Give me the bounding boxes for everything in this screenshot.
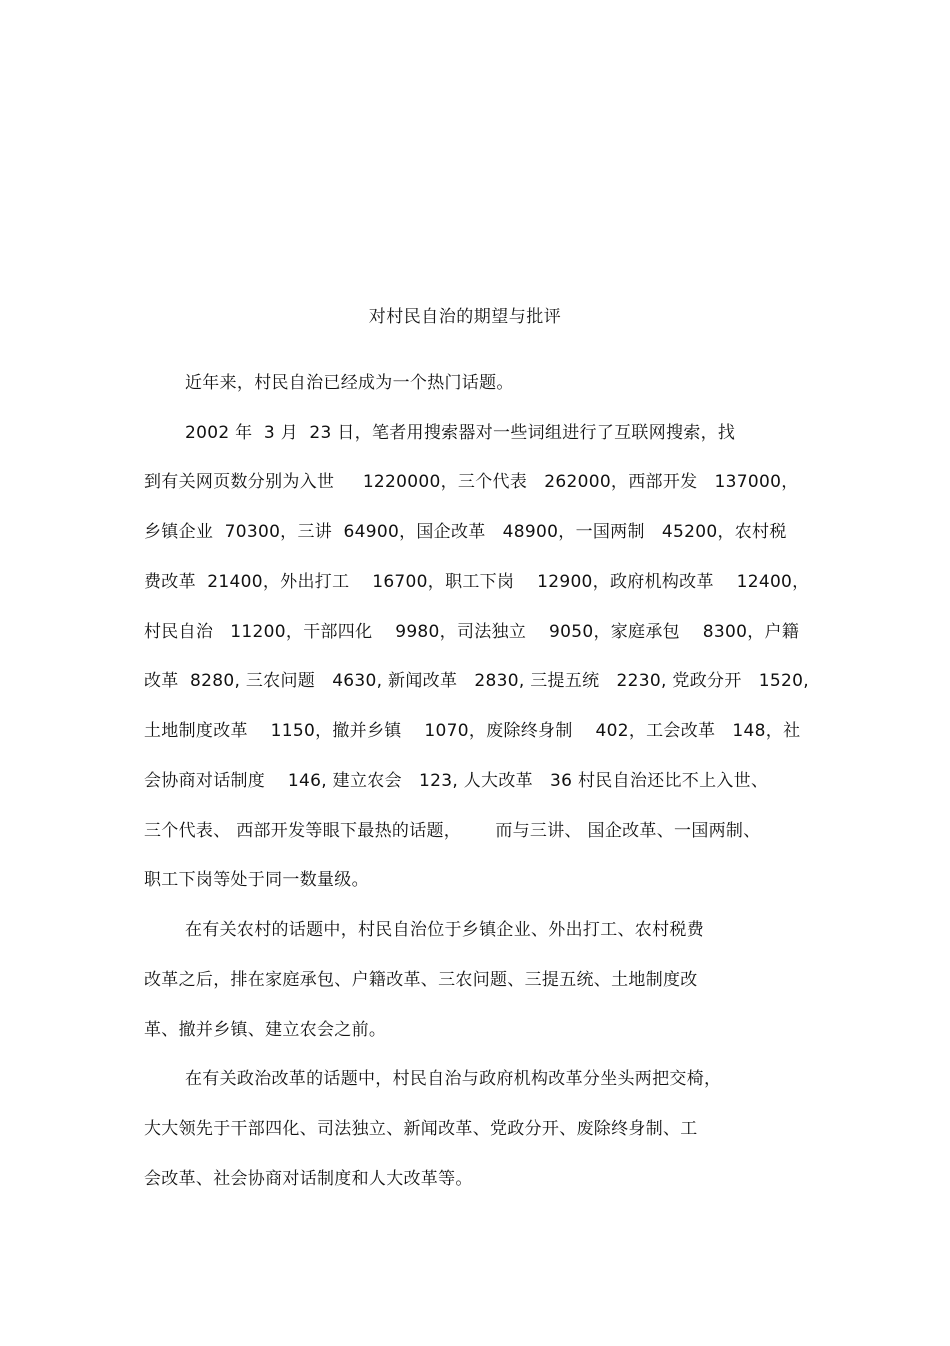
paragraph-2-line-8: 会协商对话制度 146, 建立农会 123, 人大改革 36 村民自治还比不上入世、 xyxy=(144,771,769,791)
paragraph-3-line-3: 革、撤并乡镇、建立农会之前。 xyxy=(144,1020,387,1040)
paragraph-4-line-3: 会改革、社会协商对话制度和人大改革等。 xyxy=(144,1169,473,1189)
paragraph-2-line-9: 三个代表、 西部开发等眼下最热的话题， 而与三讲、 国企改革、一国两制、 xyxy=(144,821,761,841)
paragraph-2-line-5: 村民自治 11200，干部四化 9980，司法独立 9050，家庭承包 8300，户籍 xyxy=(144,622,800,642)
paragraph-2-line-6: 改革 8280, 三农问题 4630, 新闻改革 2830, 三提五统 2230, 党政分开 1520, xyxy=(144,671,809,691)
document-title: 对村民自治的期望与批评 xyxy=(368,307,562,327)
paragraph-2-line-4: 费改革 21400，外出打工 16700，职工下岗 12900，政府机构改革 12400， xyxy=(144,572,810,592)
paragraph-2-line-3: 乡镇企业 70300，三讲 64900，国企改革 48900，一国两制 45200，农村税 xyxy=(144,522,787,542)
paragraph-3-line-1: 在有关农村的话题中，村民自治位于乡镇企业、外出打工、农村税费 xyxy=(185,920,704,940)
paragraph-4-line-1: 在有关政治改革的话题中，村民自治与政府机构改革分坐头两把交椅， xyxy=(185,1069,722,1089)
paragraph-1-line-1: 近年来，村民自治已经成为一个热门话题。 xyxy=(185,373,514,393)
paragraph-2-line-7: 土地制度改革 1150，撤并乡镇 1070，废除终身制 402，工会改革 148，社 xyxy=(144,721,801,741)
paragraph-4-line-2: 大大领先于干部四化、司法独立、新闻改革、党政分开、废除终身制、工 xyxy=(144,1119,698,1139)
paragraph-2-line-10: 职工下岗等处于同一数量级。 xyxy=(144,870,369,890)
paragraph-2-line-1: 2002 年 3 月 23 日，笔者用搜索器对一些词组进行了互联网搜索，找 xyxy=(185,423,736,443)
paragraph-3-line-2: 改革之后，排在家庭承包、户籍改革、三农问题、三提五统、土地制度改 xyxy=(144,970,698,990)
paragraph-2-line-2: 到有关网页数分别为入世 1220000，三个代表 262000，西部开发 137000， xyxy=(144,472,799,492)
